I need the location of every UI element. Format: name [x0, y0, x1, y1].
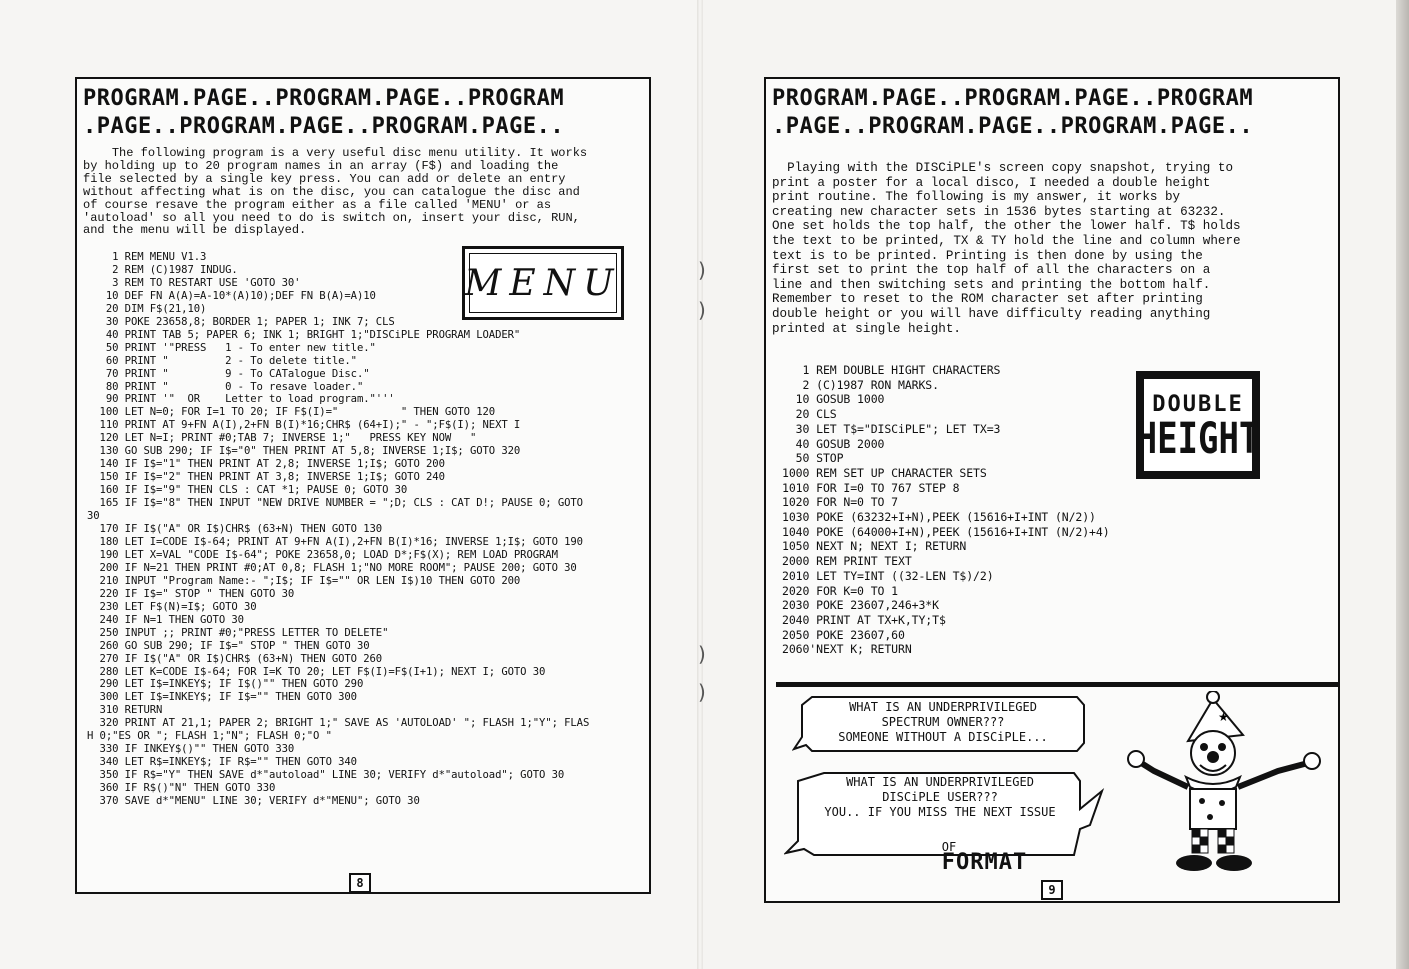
format-callout: [884, 825, 1084, 888]
format-logo-word: FORMAT: [941, 850, 1028, 875]
speech-bubble-1: [792, 693, 1088, 763]
left-page-frame: [75, 77, 651, 894]
logo-word-double: DOUBLE: [1152, 392, 1244, 417]
page-number: 9: [1041, 880, 1063, 900]
binding-gutter: [697, 0, 703, 969]
header-line-1: PROGRAM.PAGE..PROGRAM.PAGE..PROGRAM: [83, 86, 565, 111]
section-divider: [776, 682, 1338, 687]
page-edge-shadow: [1396, 0, 1409, 969]
binding-ring-mark: ): [698, 298, 706, 322]
right-page-frame: [764, 77, 1340, 903]
double-height-logo: [1136, 371, 1260, 479]
menu-logo-text: MENU: [469, 253, 617, 313]
clown-illustration: [1118, 691, 1328, 881]
speech-bubble-1-text: WHAT IS AN UNDERPRIVILEGED SPECTRUM OWNER??? SOMEONE WITHOUT A DISCiPLE...: [838, 700, 1048, 744]
left-page-header: [83, 85, 643, 141]
header-line-2: .PAGE..PROGRAM.PAGE..PROGRAM.PAGE..: [83, 114, 565, 139]
right-intro-text: Playing with the DISCiPLE's screen copy snapshot, trying to print a poster for a local disco, I needed a double height print routine. The following is my answer, it works by creating new character sets in 1536 bytes starting at 63232. One set holds the top half, the other the lower half. T$ holds the text to be printed, TX & TY hold the line and column where text is to be printed. Printing is then done by using the first set to print the top half of all the characters on a line and then switching sets and printing the bottom half. Remember to reset to the ROM character set after printing double height or you will have difficulty reading anything printed at single height.: [772, 161, 1241, 336]
header-line-2: .PAGE..PROGRAM.PAGE..PROGRAM.PAGE..: [772, 114, 1254, 139]
double-height-logo-inner: [1136, 379, 1260, 471]
left-intro-text: The following program is a very useful disc menu utility. It works by holding up to 20 program names in an array (F$) and loading the file selected by a single key press. You can add or delete an entry without affecting what is on the disc, you can catalogue the disc and of course resave the program either as a file called 'MENU' or as 'autoload' so all you need to do is switch on, insert your disc, RUN, and the menu will be displayed.: [83, 146, 588, 238]
svg-text:★: ★: [1218, 710, 1229, 724]
logo-word-height: HEIGHT: [1136, 414, 1260, 464]
speech-bubble-2-text: WHAT IS AN UNDERPRIVILEGED DISCiPLE USER??? YOU.. IF YOU MISS THE NEXT ISSUE: [824, 775, 1056, 819]
menu-program-listing: 1 REM MENU V1.3 2 REM (C)1987 INDUG. 3 REM TO RESTART USE 'GOTO 30' 10 DEF FN A(A)=A-10*(A)10);DEF FN B(A)=A)10 20 DIM F$(21,10) 30 POKE 23658,8; BORDER 1; PAPER 1; INK 7; CLS 40 PRINT TAB 5; PAPER 6; INK 1; BRIGHT 1;"DISCiPLE PROGRAM LOADER" 50 PRINT '"PRESS 1 - To enter new title." 60 PRINT " 2 - To delete title." 70 PRINT " 9 - To CATalogue Disc." 80 PRINT " 0 - To resave loader." 90 PRINT '" OR Letter to load program."''' 100 LET N=0; FOR I=1 TO 20; IF F$(I)=" " THEN GOTO 120 110 PRINT AT 9+FN A(I),2+FN B(I)*16;CHR$ (64+I);" - ";F$(I); NEXT I 120 LET N=I; PRINT #0;TAB 7; INVERSE 1;" PRESS KEY NOW " 130 GO SUB 290; IF I$="0" THEN PRINT AT 5,8; INVERSE 1;I$; GOTO 320 140 IF I$="1" THEN PRINT AT 2,8; INVERSE 1;I$; GOTO 200 150 IF I$="2" THEN PRINT AT 3,8; INVERSE 1;I$; GOTO 240 160 IF I$="9" THEN CLS : CAT *1; PAUSE 0; GOTO 30 165 IF I$="8" THEN INPUT "NEW DRIVE NUMBER = ";D; CLS : CAT D!; PAUSE 0; GOTO 30 170 IF I$("A" OR I$)CHR$ (63+N) THEN GOTO 130 180 LET I=CODE I$-64; PRINT AT 9+FN A(I),2+FN B(I)*16; INVERSE 1;I$; GOTO 190 190 LET X=VAL "CODE I$-64"; POKE 23658,0; LOAD D*;F$(X); REM LOAD PROGRAM 200 IF N=21 THEN PRINT #0;AT 0,8; FLASH 1;"NO MORE ROOM"; PAUSE 200; GOTO 30 210 INPUT "Program Name:- ";I$; IF I$="" OR LEN I$)10 THEN GOTO 200 220 IF I$=" STOP " THEN GOTO 30 230 LET F$(N)=I$; GOTO 30 240 IF N=1 THEN GOTO 30 250 INPUT ;; PRINT #0;"PRESS LETTER TO DELETE" 260 GO SUB 290; IF I$=" STOP " THEN GOTO 30 270 IF I$("A" OR I$)CHR$ (63+N) THEN GOTO 260 280 LET K=CODE I$-64; FOR I=K TO 20; LET F$(I)=F$(I+1); NEXT I; GOTO 30 290 LET I$=INKEY$; IF I$()"" THEN GOTO 290 300 LET I$=INKEY$; IF I$="" THEN GOTO 300 310 RETURN 320 PRINT AT 21,1; PAPER 2; BRIGHT 1;" SAVE AS 'AUTOLOAD' "; FLASH 1;"Y"; FLAS H 0;"ES OR "; FLASH 1;"N"; FLASH 0;"O " 330 IF INKEY$()"" THEN GOTO 330 340 LET R$=INKEY$; IF R$="" THEN GOTO 340 350 IF R$="Y" THEN SAVE d*"autoload" LINE 30; VERIFY d*"autoload"; GOTO 30 360 IF R$()"N" THEN GOTO 330 370 SAVE d*"MENU" LINE 30; VERIFY d*"MENU"; GOTO 30: [87, 251, 590, 808]
binding-ring-mark: ): [698, 258, 706, 282]
binding-ring-mark: ): [698, 680, 706, 704]
right-page-header: [772, 85, 1332, 141]
speech-bubble-2: [784, 769, 1110, 875]
of-word: OF: [941, 840, 957, 854]
header-line-1: PROGRAM.PAGE..PROGRAM.PAGE..PROGRAM: [772, 86, 1254, 111]
binding-ring-mark: ): [698, 642, 706, 666]
double-height-program-listing: 1 REM DOUBLE HIGHT CHARACTERS 2 (C)1987 RON MARKS. 10 GOSUB 1000 20 CLS 30 LET T$="DISCiPLE"; LET TX=3 40 GOSUB 2000 50 STOP 1000 REM SET UP CHARACTER SETS 1010 FOR I=0 TO 767 STEP 8 1020 FOR N=0 TO 7 1030 POKE (63232+I+N),PEEK (15616+I+INT (N/2)) 1040 POKE (64000+I+N),PEEK (15616+I+INT (N/2)+4) 1050 NEXT N; NEXT I; RETURN 2000 REM PRINT TEXT 2010 LET TY=INT ((32-LEN T$)/2) 2020 FOR K=0 TO 1 2030 POKE 23607,246+3*K 2040 PRINT AT TX+K,TY;T$ 2050 POKE 23607,60 2060'NEXT K; RETURN: [782, 363, 1110, 657]
page-number: 8: [349, 873, 371, 893]
